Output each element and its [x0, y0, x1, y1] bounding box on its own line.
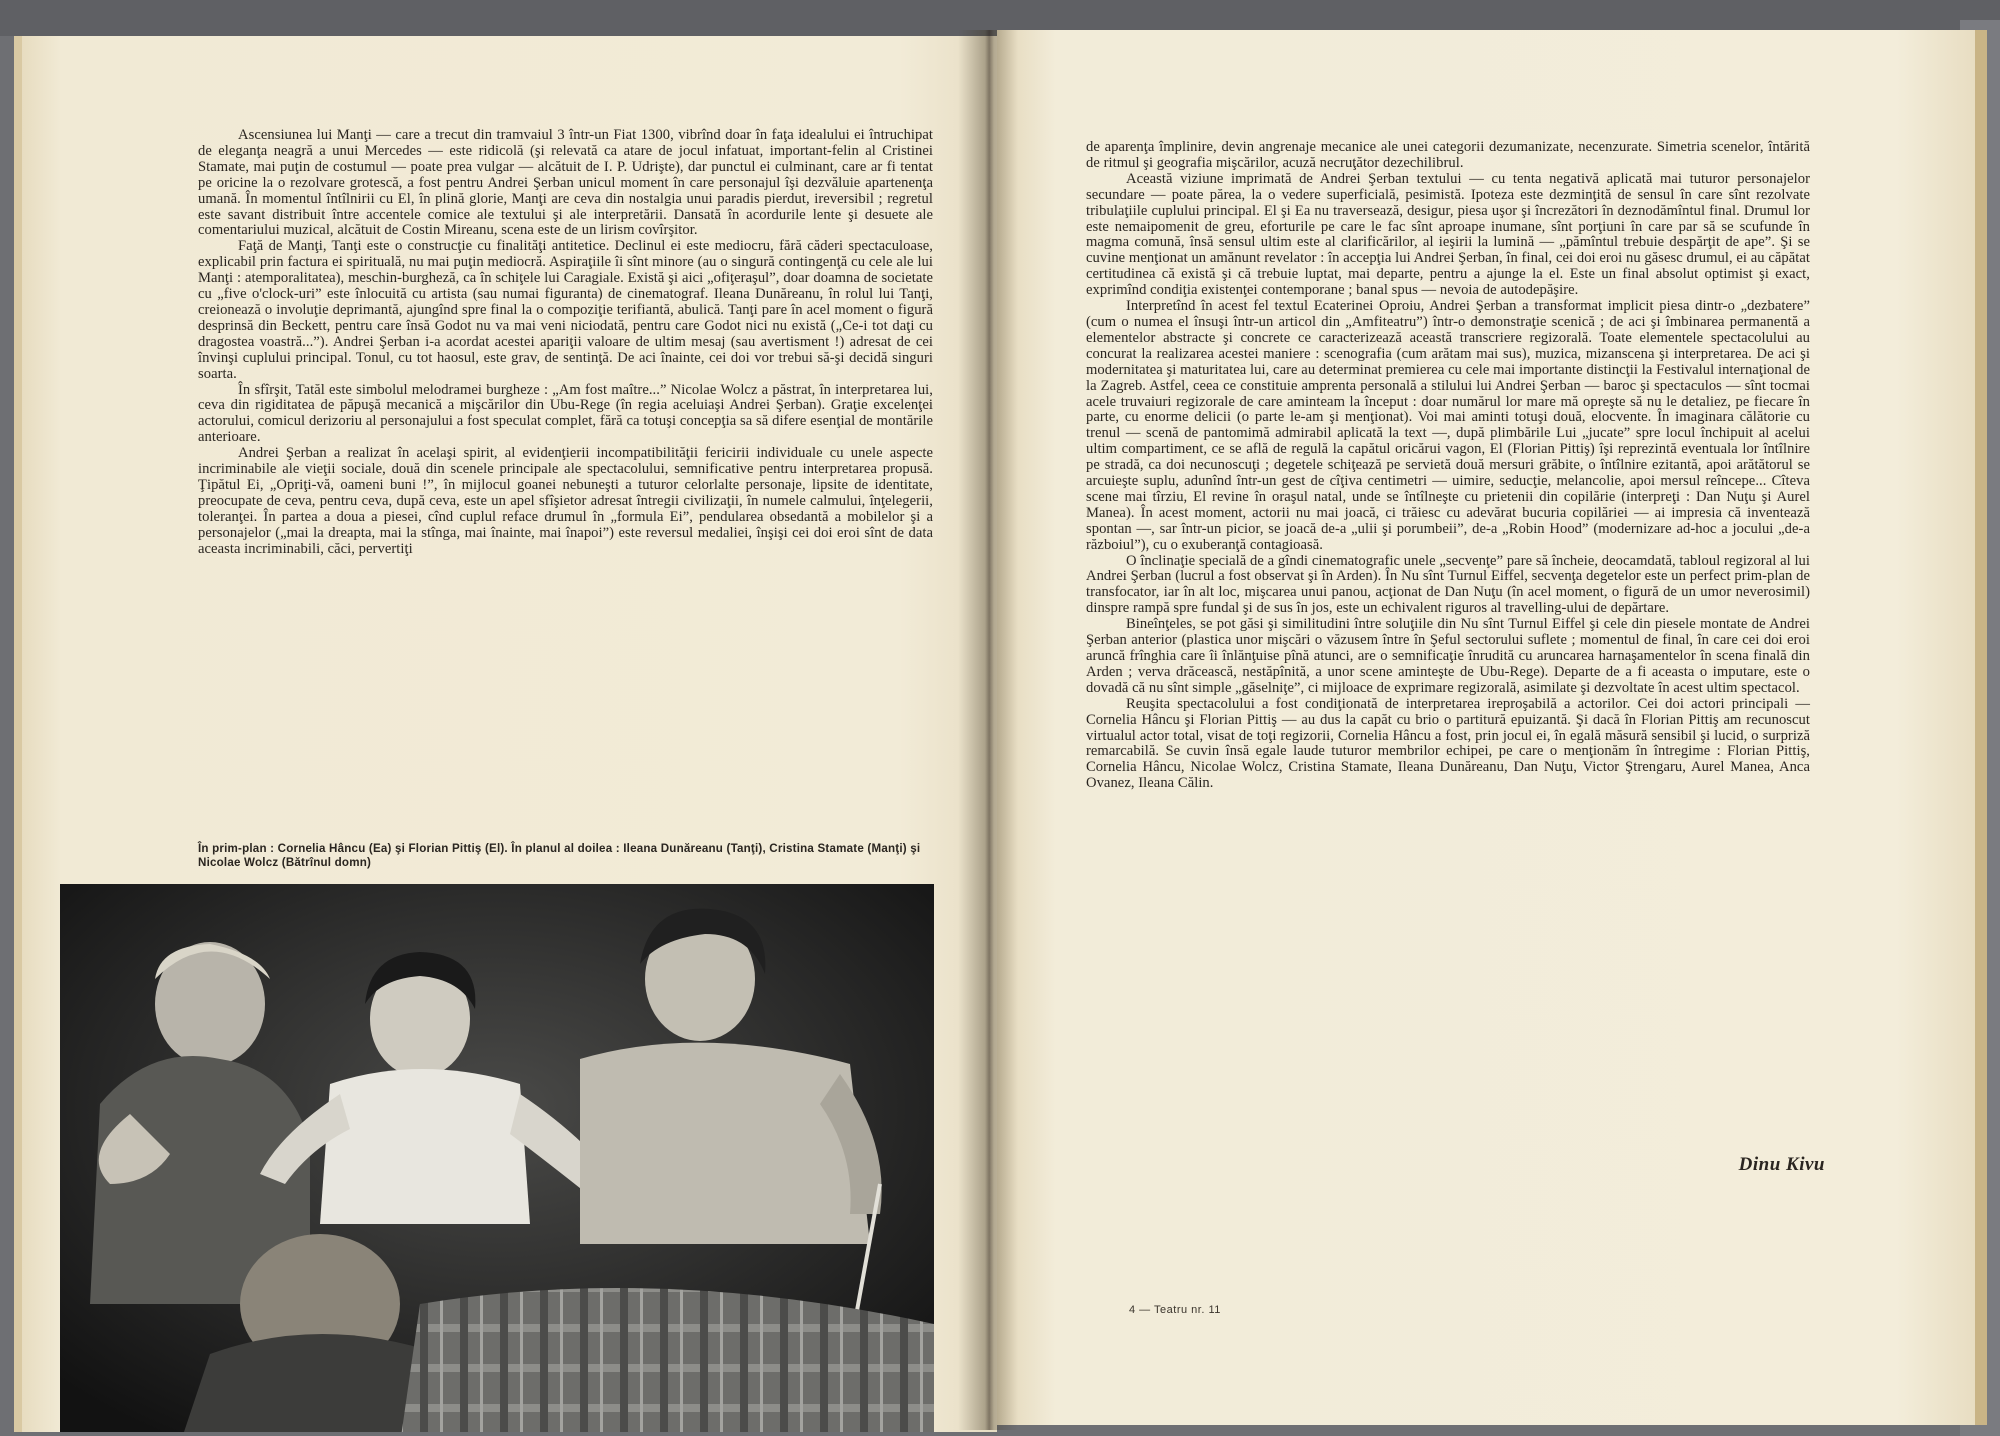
book-spine [958, 30, 1018, 1430]
stage-photo-icon [60, 884, 934, 1432]
right-page [997, 30, 1987, 1425]
page-footer: 4 — Teatru nr. 11 [1129, 1304, 1221, 1316]
paragraph: Faţă de Manţi, Tanţi este o construcţie cu finalităţi antitetice. Declinul ei este mediocru, fără căderi spectaculoase, explicabil prin factura ei spirituală, nu mai puţin mediocră. Aspiraţiile îi sînt minore (au o singură contingenţă cu cele ale lui Manţi : atemporalitatea), meschin-burgheză, ca în schiţele lui Caragiale. Există şi aici „ofiţeraşul”, doar doamna de societate cu „five o'clock-uri” este înlocuită cu artista (sau numai figuranta) de cinematograf. Ileana Dunăreanu, în rolul lui Tanţi, creionează o involuţie deprimantă, ajungînd spre final la o compoziţie terifiantă, abulică. Tanţi pare în acel moment o figură desprinsă din Beckett, pentru care însă Godot nu va mai veni niciodată, pentru care Godot nici nu există („Ce-i tot daţi cu dragostea voastră...”). Andrei Şerban i-a acordat acestei apariţii valoare de ultim mesaj (sau avertisment !) adresat de cei învinşi cuplului principal. Tonul, cu tot haosul, este grav, de sentinţă. De aci înainte, cei doi vor trebui să-şi decidă singuri soarta. [198, 238, 933, 382]
paragraph: Bineînţeles, se pot găsi şi similitudini între soluţiile din Nu sînt Turnul Eiffel şi cele din piesele montate de Andrei Şerban anterior (plastica unor mişcări o văzusem între în Şeful sectorului suflete ; momentul de final, în care cei doi eroi aruncă frînghia care îi înlănţuise pînă atunci, are o semnificaţie înrudită cu aruncarea harnaşamentelor în scena finală din Arden ; verva drăcească, nestăpînită, a unor scene aminteşte de Ubu-Rege). Departe de a fi aceasta o imputare, este o dovadă că nu sînt simple „găselniţe”, ci mijloace de exprimare regizorală, asimilate şi dezvoltate în acest ultim spectacol. [1086, 616, 1810, 696]
right-article-column [1086, 140, 1810, 792]
paragraph: Ascensiunea lui Manţi — care a trecut din tramvaiul 3 într-un Fiat 1300, vibrînd doar în faţa idealului ei întruchipat de eleganţa neagră a unui Mercedes — este ridicolă (şi relevată ca atare de jocul infatuat, important-felin al Cristinei Stamate, mai puţin de costumul — poate prea vulgar — alcătuit de I. P. Udrişte), dar punctul ei culminant, care ar fi tentat pe oricine la o rezolvare grotescă, a fost pentru Andrei Şerban unicul moment în care personajul îşi dezvăluie apartenenţa umană. În momentul întîlnirii cu El, în plină glorie, Manţi are ceva din nostalgia unui paradis pierdut, ireversibil ; regretul este savant distribuit între accentele comice ale textului şi ale interpretării. Dansată în acordurile lente şi desuete ale comentariului muzical, alcătuit de Costin Mireanu, scena este de un lirism covîrşitor. [198, 127, 933, 239]
paragraph: Reuşita spectacolului a fost condiţionată de interpretarea ireproşabilă a actorilor. Cei doi actori principali — Cornelia Hâncu şi Florian Pittiş — au dus la capăt cu brio o partitură epuizantă. Şi dacă în Florian Pittiş am recunoscut virtualul actor total, visat de toţi regizorii, Cornelia Hâncu a fost, prin jocul ei, în egală măsură sensibil şi lucid, o surpriză remarcabilă. Se cuvin însă egale laude tuturor membrilor echipei, pe care o menţionăm în întregime : Florian Pittiş, Cornelia Hâncu, Nicolae Wolcz, Cristina Stamate, Ileana Dunăreanu, Dan Nuţu, Victor Ştrengaru, Aurel Manea, Anca Ovanez, Ileana Călin. [1086, 695, 1810, 792]
paragraph: O înclinaţie specială de a gîndi cinematografic unele „secvenţe” pare să încheie, deocamdată, tabloul regizoral al lui Andrei Şerban (lucrul a fost observat şi în Arden). În Nu sînt Turnul Eiffel, secvenţa degetelor este un perfect prim-plan de transfocator, iar în alt loc, mişcarea unui panou, acţionat de Dan Nuţu (în acel moment, o figură de un umor neverosimil) dinspre rampă spre fundal şi de sus în jos, este un echivalent riguros al travelling-ului de depărtare. [1086, 552, 1810, 617]
left-article-column [198, 128, 933, 557]
paragraph: Andrei Şerban a realizat în acelaşi spirit, al evidenţierii incompatibilităţii fericirii individuale cu unele aspecte incriminabile ale vieţii sociale, două din scenele principale ale spectacolului, semnificative pentru interpretarea propusă. Ţipătul Ei, „Opriţi-vă, oameni buni !”, în mijlocul goanei nebuneşti a tuturor celorlalte personaje, lipsite de identitate, preocupate de ceva, pentru ceva, după ceva, este un apel sfîşietor adresat întregii civilizaţii, în numele calmului, înţelegerii, toleranţei. În partea a doua a piesei, cînd cuplul reface drumul în „formula Ei”, pendularea obsedantă a mobilelor şi a personajelor („mai la dreapta, mai la stînga, mai înainte, mai înapoi”) este reversul medaliei, înşişi cei doi eroi sînt de data aceasta incriminabili, căci, pervertiţi [198, 445, 933, 557]
paragraph: Interpretînd în acest fel textul Ecaterinei Oproiu, Andrei Şerban a transformat implicit piesa dintr-o „dezbatere” (cum o numea el însuşi într-un articol din „Amfiteatru”) într-o demonstraţie scenică ; de aci şi îmbinarea permanentă a elementelor abstracte şi concrete ce caracterizează această transcriere regizorală. Toate elementele spectacolului au concurat la realizarea acestei maniere : scenografia (cum arătam mai sus), muzica, mizanscena şi interpretarea. De aci şi modernitatea şi maturitatea lui, care au determinat premierea cu cele mai importante distincţii la Festivalul internaţional de la Zagreb. Astfel, ceea ce constituie amprenta personală a stilului lui Andrei Şerban — baroc şi spectaculos — sînt tocmai acele truvaiuri regizorale de care aminteam la început : doar numărul lor mare mă opreşte să nu le detaliez, pe fiecare în parte, cu enorme delicii (o parte le-am şi menţionat). Voi mai aminti totuşi două, elocvente. În imaginara călătorie cu trenul — scenă de pantomimă admirabil aplicată la text —, după plimbările Lui „jucate” spre locul închipuit al acelui ultim compartiment, ce se află de regulă la capătul oricărui vagon, El (Florian Pittiş) îşi reprezintă eventuala lor întîlnire pe stradă, ca doi necunoscuţi ; degetele schiţează pe servietă două mersuri grăbite, o întîlnire ezitantă, apoi arătătorul se arcuieşte suplu, adunînd într-un gest de cîţiva centimetri — uimire, seducţie, melancolie, apoi mersul reîncepe... Cîteva scene mai tîrziu, El revine în oraşul natal, unde se întîlneşte cu prietenii din copilărie (interpreţi : Dan Nuţu şi Aurel Manea). În acest moment, actorii nu mai joacă, ci trăiesc cu adevărat bucuria copilăriei — ai impresia că inventează spontan —, sar într-un picior, se joacă de-a „ulii şi porumbeii”, de-a „Robin Hood” (modernizare ad-hoc a jocului „de-a războiul”), cu o exuberanţă contagioasă. [1086, 298, 1810, 553]
paragraph: Această viziune imprimată de Andrei Şerban textului — cu tenta negativă aplicată mai tuturor personajelor secundare — poate părea, la o vedere superficială, pesimistă. Ipoteza este dezminţită de sensul în care sînt rezolvate tribulaţiile cuplului principal. El şi Ea nu traversează, desigur, piesa uşor şi încrezători în deznodămîntul final. Drumul lor este nemaipomenit de greu, eforturile pe care le fac sînt aproape inumane, sînt porţiuni în care par să se scufunde în magma comună, însă sensul ultim este al clarificărilor, al ieşirii la lumină — „pămîntul trebuie despărţit de ape”. Şi se cuvine menţionat un amănunt revelator : în accepţia lui Andrei Şerban, în final, cei doi eroi nu găsesc drumul, ei au căpătat certitudinea că există şi că trebuie luptat, mai departe, pentru a ajunge la el. Este un final absolut optimist şi exact, exprimînd condiţia existenţei contemporane ; banal spus — nevoia de autodepăşire. [1086, 170, 1810, 299]
left-page [14, 36, 997, 1432]
paragraph: de aparenţa împlinire, devin angrenaje mecanice ale unei categorii dezumanizate, necenzurate. Simetria scenelor, întărită de ritmul şi geografia mişcărilor, acuză necruţător dezechilibrul. [1086, 139, 1810, 171]
paragraph: În sfîrşit, Tatăl este simbolul melodramei burgheze : „Am fost maître...” Nicolae Wolcz a păstrat, în interpretarea lui, ceva din rigiditatea de păpuşă mecanică a mişcărilor din Ubu-Rege (în regia aceluiaşi Andrei Şerban). Graţie excelenţei actorului, comicul derizoriu al personajului a fost speculat complet, fără ca totuşi concepţia sa să difere esenţial de montările anterioare. [198, 381, 933, 446]
stage-photo [60, 884, 934, 1432]
photo-caption: În prim-plan : Cornelia Hâncu (Ea) şi Florian Pittiş (El). În planul al doilea : Ileana Dunăreanu (Tanţi), Cristina Stamate (Manţi) şi Nicolae Wolcz (Bătrînul domn) [198, 842, 921, 869]
author-signature: Dinu Kivu [1738, 1154, 1825, 1175]
